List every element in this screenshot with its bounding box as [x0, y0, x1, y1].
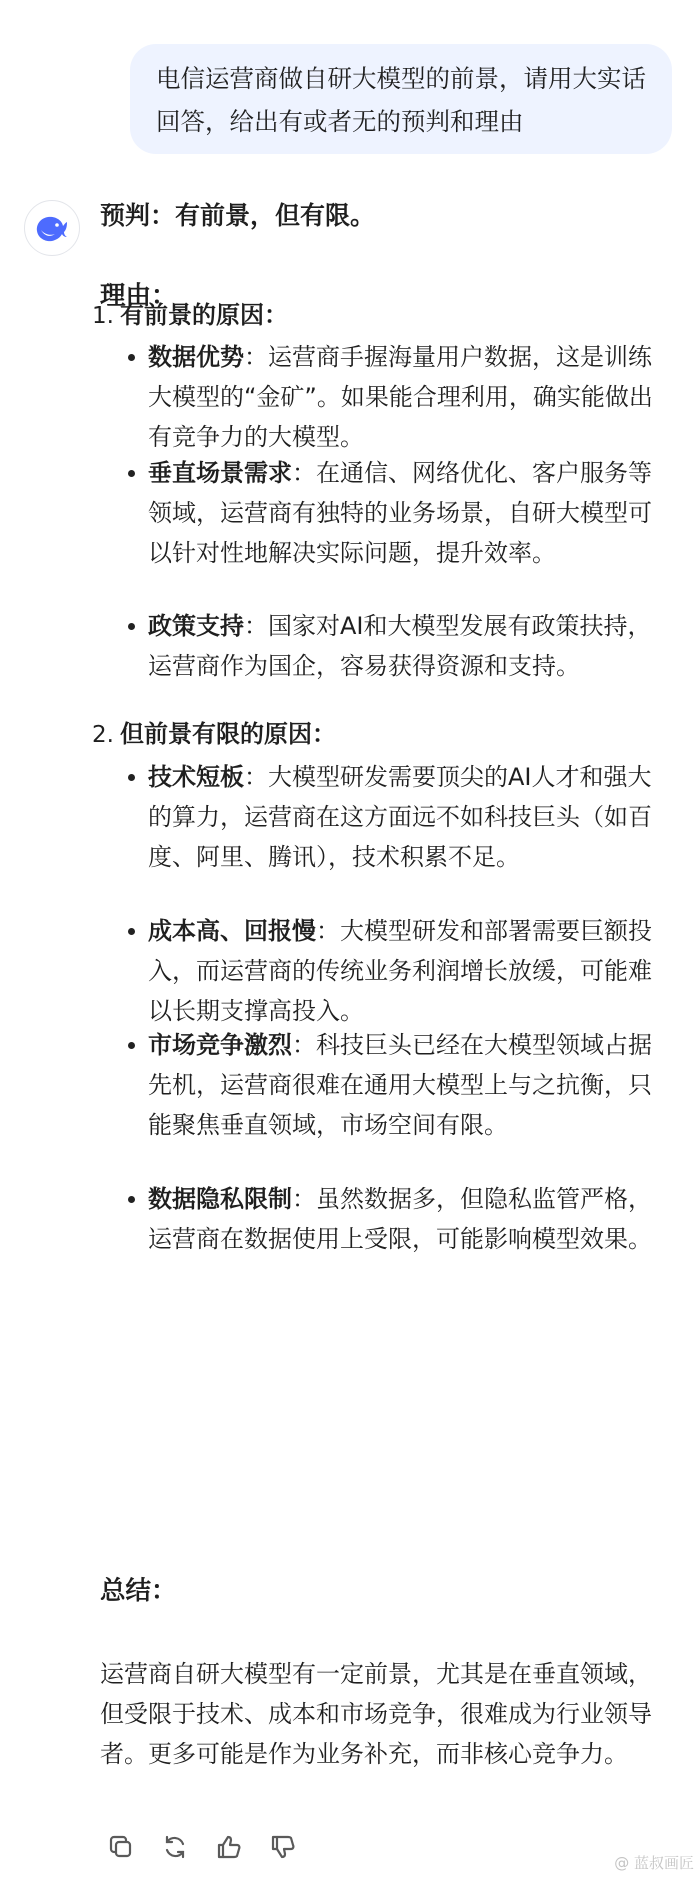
thumbs-up-button[interactable]: [212, 1830, 246, 1864]
watermark: @ 蓝叔画匠: [614, 1854, 694, 1872]
list-item: [148, 1025, 668, 1145]
verdict-line: 预判：有前景，但有限。: [100, 201, 376, 230]
assistant-avatar: [24, 200, 80, 256]
whale-logo-icon: [32, 208, 72, 248]
summary-heading: 总结：: [100, 1576, 177, 1606]
user-message-bubble: [130, 44, 672, 154]
bullet-label: 垂直场景需求: [148, 459, 292, 487]
section-1-heading: [92, 295, 288, 336]
user-message-text: 电信运营商做自研大模型的前景，请用大实话回答，给出有或者无的预判和理由: [156, 64, 646, 136]
bullet-dot: [128, 470, 135, 477]
section-2-title: 但前景有限的原因：: [119, 720, 336, 748]
list-item: [148, 606, 668, 686]
section-2-heading: [92, 714, 336, 755]
bullet-dot: [128, 1042, 135, 1049]
list-item: [148, 1179, 668, 1259]
bullet-dot: [128, 774, 135, 781]
section-2-number: 2.: [92, 722, 114, 748]
copy-button[interactable]: [104, 1830, 138, 1864]
regenerate-icon: [161, 1833, 189, 1861]
message-actions: [104, 1830, 300, 1864]
reasons-heading: 理由：: [100, 281, 177, 311]
bullet-label: 市场竞争激烈: [148, 1031, 292, 1059]
bullet-text: ：在通信、网络优化、客户服务等领域，运营商有独特的业务场景，自研大模型可以针对性地解决实际问题，提升效率。: [148, 459, 652, 567]
bullet-label: 数据隐私限制: [148, 1185, 292, 1213]
bullet-dot: [128, 354, 135, 361]
assistant-answer: [92, 196, 670, 1768]
bullet-text: ：运营商手握海量用户数据，这是训练大模型的“金矿”。如果能合理利用，确实能做出有竞争力的大模型。: [148, 343, 653, 451]
bullet-dot: [128, 928, 135, 935]
list-item: [148, 453, 668, 573]
bullet-text: ：虽然数据多，但隐私监管严格，运营商在数据使用上受限，可能影响模型效果。: [148, 1185, 652, 1253]
list-item: [148, 337, 668, 457]
bullet-dot: [128, 623, 135, 630]
bullet-text: ：科技巨头已经在大模型领域占据先机，运营商很难在通用大模型上与之抗衡，只能聚焦垂直领域，市场空间有限。: [148, 1031, 652, 1139]
list-item: [148, 911, 668, 1031]
bullet-dot: [128, 1196, 135, 1203]
bullet-text: ：国家对AI和大模型发展有政策扶持，运营商作为国企，容易获得资源和支持。: [148, 612, 652, 680]
thumbs-down-button[interactable]: [266, 1830, 300, 1864]
copy-icon: [107, 1833, 135, 1861]
bullet-label: 数据优势: [148, 343, 244, 371]
bullet-label: 成本高、回报慢: [148, 917, 316, 945]
thumbs-up-icon: [215, 1833, 243, 1861]
summary-text: 运营商自研大模型有一定前景，尤其是在垂直领域，但受限于技术、成本和市场竞争，很难成为行业领导者。更多可能是作为业务补充，而非核心竞争力。: [100, 1660, 652, 1768]
bullet-text: ：大模型研发和部署需要巨额投入，而运营商的传统业务利润增长放缓，可能难以长期支撑高投入。: [148, 917, 652, 1025]
bullet-label: 技术短板: [148, 763, 244, 791]
bullet-text: ：大模型研发需要顶尖的AI人才和强大的算力，运营商在这方面远不如科技巨头（如百度、阿里、腾讯），技术积累不足。: [148, 763, 652, 871]
list-item: [148, 757, 668, 877]
thumbs-down-icon: [269, 1833, 297, 1861]
bullet-label: 政策支持: [148, 612, 244, 640]
regenerate-button[interactable]: [158, 1830, 192, 1864]
section-1-number: 1.: [92, 303, 114, 329]
section-1-title: 有前景的原因：: [119, 301, 288, 329]
